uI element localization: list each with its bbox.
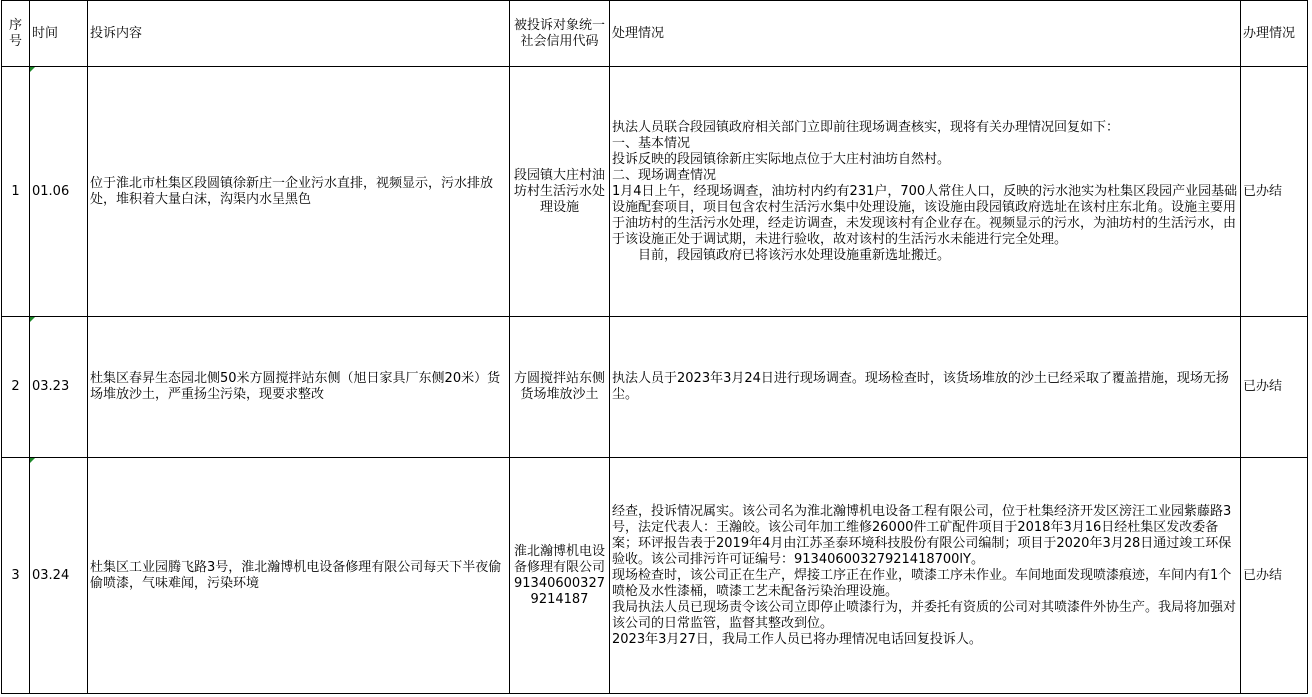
complaint-table: [1, 0, 1308, 694]
row-status: 已办结: [1241, 458, 1308, 694]
table-row: [2, 317, 1308, 458]
handling-line: 投诉反映的段园镇徐新庄实际地点位于大庄村油坊自然村。: [612, 151, 951, 167]
handling-line: 1月4日上午，经现场调查，油坊村内约有231户，700人常住人口，反映的污水池实为杜集区段园产业园基础设施配套项目，项目包含农村生活污水集中处理设施，该设施由段园镇政府选址在该村庄东北角。设施主要用于油坊村的生活污水处理，经走访调查，未发现该村有企业存在。视频显示的污水，为油坊村的生活污水，由于该设施正处于调试期，未进行验收，故对该村的生活污水未能进行完全处理。: [612, 183, 1238, 247]
row-status: 已办结: [1241, 317, 1308, 458]
row-index: 2: [2, 317, 30, 458]
header-status: 办理情况: [1241, 1, 1308, 67]
row-target: 段园镇大庄村油坊村生活污水处理设施: [510, 67, 610, 317]
row-content: 杜集区工业园腾飞路3号，淮北瀚博机电设备修理有限公司每天下半夜偷偷喷漆，气味难闻，污染环境: [88, 458, 510, 694]
row-index: 3: [2, 458, 30, 694]
row-handling: [610, 317, 1241, 458]
row-target: 淮北瀚博机电设备修理有限公司913406003279214187: [510, 458, 610, 694]
header-time: 时间: [30, 1, 88, 67]
row-time: 03.23: [30, 317, 88, 458]
handling-line: 现场检查时，该公司正在生产，焊接工序正在作业，喷漆工序未作业。车间地面发现喷漆痕迹，车间内有1个喷枪及水性漆桶，喷漆工艺未配备污染治理设施。: [612, 567, 1232, 599]
row-index: 1: [2, 67, 30, 317]
handling-line: 我局执法人员已现场责令该公司立即停止喷漆行为，并委托有资质的公司对其喷漆件外协生产。我局将加强对该公司的日常监管，监督其整改到位。: [612, 599, 1237, 631]
handling-line: 执法人员于2023年3月24日进行现场调查。现场检查时，该货场堆放的沙土已经采取了覆盖措施，现场无扬尘。: [612, 371, 1229, 402]
row-handling: [610, 67, 1241, 317]
row-time: 01.06: [30, 67, 88, 317]
header-row: [2, 1, 1308, 67]
header-handling: 处理情况: [610, 1, 1241, 67]
handling-line: 目前，段园镇政府已将该污水处理设施重新选址搬迁。: [638, 247, 951, 263]
handling-line: 二、现场调查情况: [612, 167, 717, 183]
header-index: 序号: [2, 1, 30, 67]
row-time: 03.24: [30, 458, 88, 694]
row-handling: [610, 458, 1241, 694]
table-row: [2, 67, 1308, 317]
header-target: 被投诉对象统一社会信用代码: [510, 1, 610, 67]
table-row: [2, 458, 1308, 694]
handling-line: 经查，投诉情况属实。该公司名为淮北瀚博机电设备工程有限公司，位于杜集经济开发区滂汪工业园紫藤路3号，法定代表人：王瀚皎。该公司年加工维修26000件工矿配件项目于2018年3月16日经杜集区发改委备案；环评报告表于2019年4月由江苏圣泰环境科技股份有限公司编制；项目于2020年3月28日通过竣工环保验收。该公司排污许可证编号：91340600327921418700lY。: [612, 503, 1232, 567]
handling-line: 执法人员联合段园镇政府相关部门立即前往现场调查核实，现将有关办理情况回复如下：: [612, 119, 1120, 135]
row-status: 已办结: [1241, 67, 1308, 317]
handling-line: 一、基本情况: [612, 135, 691, 151]
row-target: 方圆搅拌站东侧货场堆放沙土: [510, 317, 610, 458]
row-content: 位于淮北市杜集区段圆镇徐新庄一企业污水直排，视频显示，污水排放处，堆积着大量白沫，沟渠内水呈黑色: [88, 67, 510, 317]
row-content: 杜集区春昇生态园北侧50米方圆搅拌站东侧（旭日家具厂东侧20米）货场堆放沙土，严重扬尘污染，现要求整改: [88, 317, 510, 458]
handling-line: 2023年3月27日，我局工作人员已将办理情况电话回复投诉人。: [612, 631, 982, 647]
header-content: 投诉内容: [88, 1, 510, 67]
